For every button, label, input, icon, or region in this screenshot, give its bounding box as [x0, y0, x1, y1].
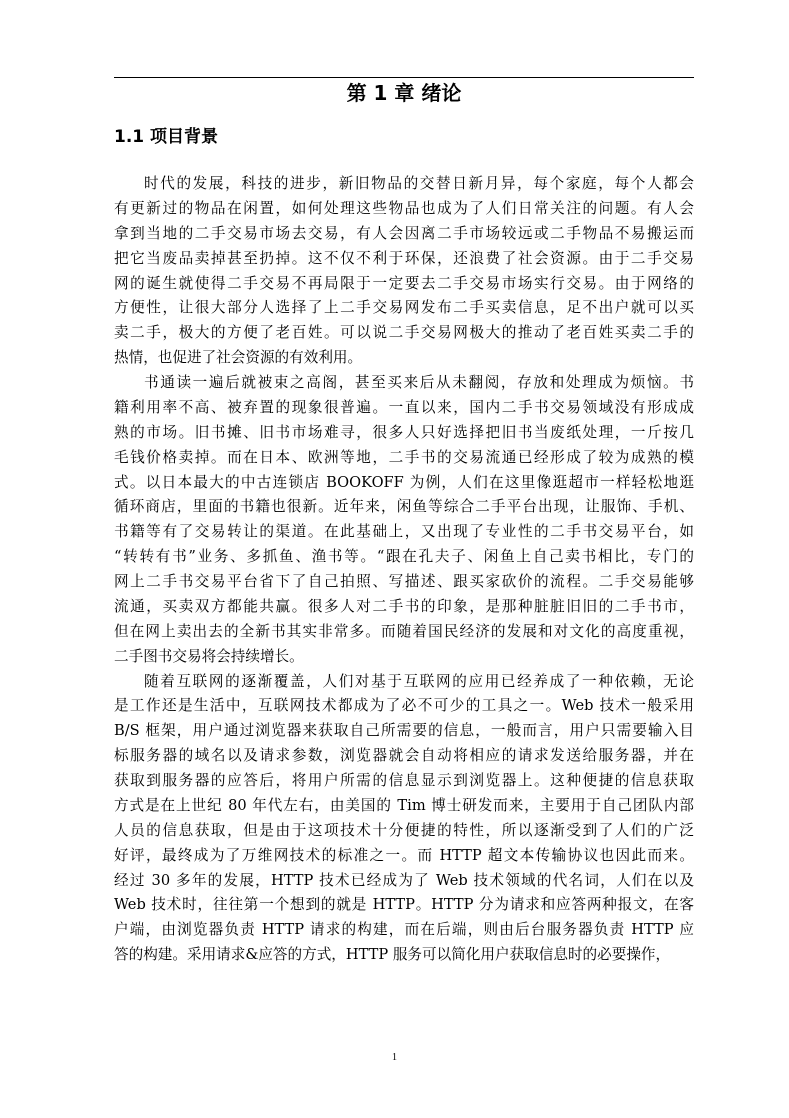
- paragraph: [114, 172, 694, 371]
- paragraph-line: 网的诞生就使得二手交易不再局限于一定要去二手交易市场实行交易。由于网络的: [114, 274, 694, 292]
- paragraph: [114, 371, 694, 670]
- header-rule: [114, 77, 694, 78]
- paragraph-line: 流通，买卖双方都能共赢。很多人对二手书的印象，是那种脏脏旧旧的二手书市，: [114, 597, 694, 615]
- paragraph-line: 标服务器的域名以及请求参数，浏览器就会自动将相应的请求发送给服务器，并在: [114, 747, 694, 765]
- paragraph-line: 但在网上卖出去的全新书其实非常多。而随着国民经济的发展和对文化的高度重视，: [114, 622, 694, 640]
- paragraph-line: 获取到服务器的应答后，将用户所需的信息显示到浏览器上。这种便捷的信息获取: [114, 772, 694, 789]
- paragraph-line: 式。以日本最大的中古连锁店 BOOKOFF 为例，人们在这里像逛超市一样轻松地逛: [114, 473, 694, 491]
- paragraph-line: 好评，最终成为了万维网技术的标准之一。而 HTTP 超文本传输协议也因此而来。: [114, 846, 694, 864]
- paragraph: [114, 670, 694, 969]
- body-text: [114, 172, 694, 968]
- paragraph-line: 书籍等有了交易转让的渠道。在此基础上，又出现了专业性的二手书交易平台，如: [114, 523, 694, 541]
- paragraph-line: 是工作还是生活中，互联网技术都成为了必不可少的工具之一。Web 技术一般采用: [114, 697, 694, 715]
- paragraph-line: 时代的发展，科技的进步，新旧物品的交替日新月异，每个家庭，每个人都会: [144, 175, 694, 192]
- paragraph-line: “转转有书”业务、多抓鱼、渔书等。“跟在孔夫子、闲鱼上自己卖书相比，专门的: [114, 548, 694, 566]
- paragraph-line: 循环商店，里面的书籍也很新。近年来，闲鱼等综合二手平台出现，让服饰、手机、: [114, 498, 694, 516]
- paragraph-line: 熟的市场。旧书摊、旧书市场难寻，很多人只好选择把旧书当废纸处理，一斤按几: [114, 423, 694, 441]
- paragraph-line: 热情，也促进了社会资源的有效利用。: [114, 349, 363, 367]
- page-number: 1: [392, 1052, 397, 1063]
- chapter-title: 第 1 章 绪论: [346, 81, 462, 105]
- section-title: 1.1 项目背景: [114, 127, 219, 147]
- paragraph-line: 网上二手书交易平台省下了自己拍照、写描述、跟买家砍价的流程。二手交易能够: [114, 573, 694, 590]
- paragraph-line: 把它当废品卖掉甚至扔掉。这不仅不利于环保，还浪费了社会资源。由于二手交易: [114, 249, 694, 267]
- paragraph-line: 籍利用率不高、被弃置的现象很普遍。一直以来，国内二手书交易领域没有形成成: [114, 398, 694, 416]
- paragraph-line: 方式是在上世纪 80 年代左右，由美国的 Tim 博士研发而来，主要用于自己团队内部: [114, 796, 694, 814]
- paragraph-line: 户端，由浏览器负责 HTTP 请求的构建，而在后端，则由后台服务器负责 HTTP 应: [114, 921, 694, 939]
- paragraph-line: 拿到当地的二手交易市场去交易，有人会因离二手市场较远或二手物品不易搬运而: [114, 224, 694, 242]
- paragraph-line: 人员的信息获取，但是由于这项技术十分便捷的特性，所以逐渐受到了人们的广泛: [114, 821, 694, 839]
- paragraph-line: 方便性，让很大部分人选择了上二手交易网发布二手买卖信息，足不出户就可以买: [114, 299, 694, 317]
- paragraph-line: 随着互联网的逐渐覆盖，人们对基于互联网的应用已经养成了一种依赖，无论: [144, 672, 694, 690]
- paragraph-line: 答的构建。采用请求&应答的方式，HTTP 服务可以简化用户获取信息时的必要操作，: [114, 946, 671, 964]
- paragraph-line: 书通读一遍后就被束之高阁，甚至买来后从未翻阅，存放和处理成为烦恼。书: [144, 374, 694, 391]
- paragraph-line: 卖二手，极大的方便了老百姓。可以说二手交易网极大的推动了老百姓买卖二手的: [114, 324, 694, 342]
- paragraph-line: Web 技术时，往往第一个想到的就是 HTTP。HTTP 分为请求和应答两种报文，在客: [114, 896, 694, 914]
- paragraph-line: 二手图书交易将会持续增长。: [114, 647, 304, 665]
- paragraph-line: 有更新过的物品在闲置，如何处理这些物品也成为了人们日常关注的问题。有人会: [114, 199, 694, 217]
- paragraph-line: 经过 30 多年的发展，HTTP 技术已经成为了 Web 技术领域的代名词，人们在以及: [114, 871, 694, 889]
- paragraph-line: B/S 框架，用户通过浏览器来获取自己所需要的信息，一般而言，用户只需要输入目: [114, 722, 694, 740]
- paragraph-line: 毛钱价格卖掉。而在日本、欧洲等地，二手书的交易流通已经形成了较为成熟的模: [114, 448, 694, 466]
